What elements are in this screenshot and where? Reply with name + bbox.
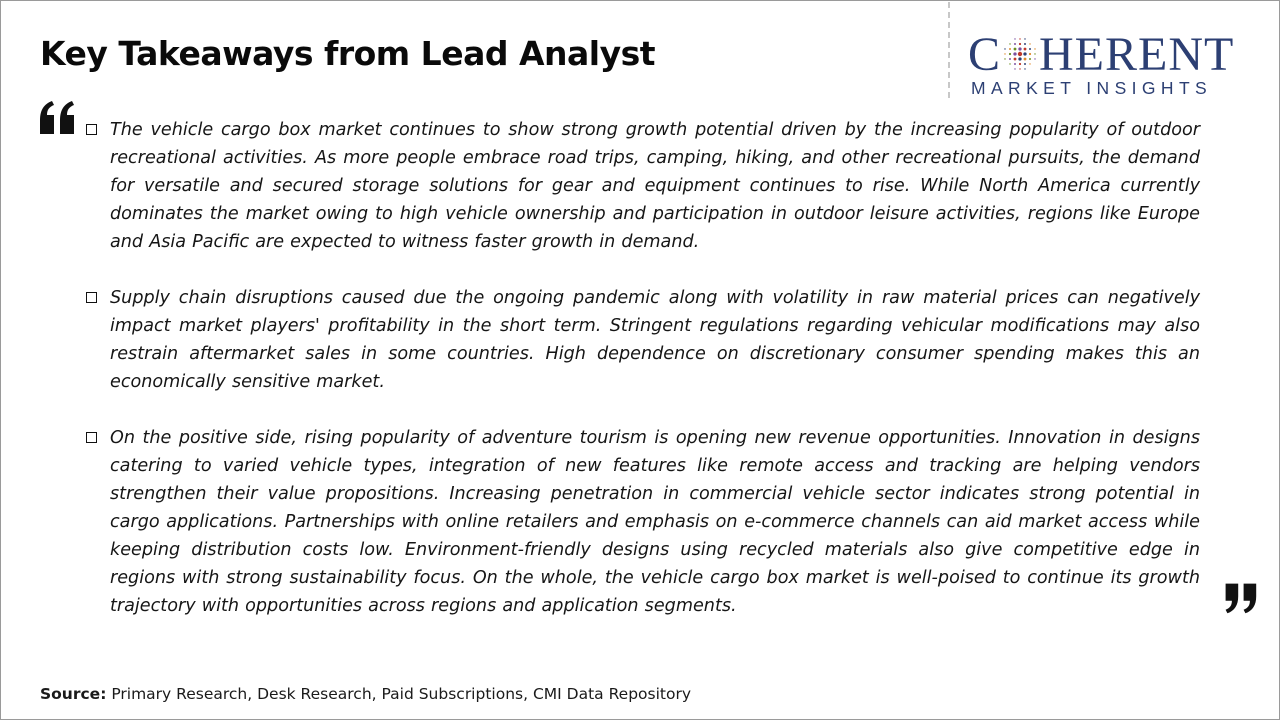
bullet-item <box>86 284 1200 396</box>
bullet-text: The vehicle cargo box market continues to show strong growth potential driven by the increasing popularity of outdoor recreational activities. As more people embrace road trips, camping, hiking, and other recreational pursuits, the demand for versatile and secured storage solutions for gear and equipment continues to rise. While North America currently dominates the market owing to high vehicle ownership and participation in outdoor leisure activities, regions like Europe and Asia Pacific are expected to witness faster growth in demand. <box>110 120 1200 252</box>
logo-dot <box>1009 43 1010 44</box>
source-footer <box>40 685 691 703</box>
logo-dot <box>1014 48 1017 51</box>
bullet-text: Supply chain disruptions caused due the ongoing pandemic along with volatility in raw material prices can negatively impact market players' profitability in the short term. Stringent regulations regarding vehicular modifications may also restrain aftermarket sales in some countries. High dependence on discretionary consumer spending makes this an economically sensitive market. <box>110 288 1200 392</box>
logo-dot <box>1029 58 1031 60</box>
source-label: Source: <box>40 685 107 703</box>
logo-dot <box>1034 58 1035 59</box>
page-title: Key Takeaways from Lead Analyst <box>40 34 655 73</box>
coherent-logo <box>968 30 1264 100</box>
logo-dot <box>1014 68 1015 69</box>
bullet-item <box>86 116 1200 256</box>
logo-dot <box>1004 53 1005 54</box>
logo-dot <box>1013 52 1016 55</box>
logo-dot <box>1009 63 1010 64</box>
quote-close-icon <box>1222 580 1258 616</box>
logo-dot <box>1014 58 1017 61</box>
logo-dot <box>1029 48 1031 50</box>
logo-dot <box>1023 52 1026 55</box>
logo-dot <box>1019 63 1021 65</box>
logo-dot <box>1018 47 1021 50</box>
logo-dot <box>1019 38 1020 39</box>
source-text: Primary Research, Desk Research, Paid Subscriptions, CMI Data Repository <box>106 685 692 703</box>
logo-dot <box>1029 63 1030 64</box>
logo-dot <box>1034 53 1035 54</box>
logo-wordmark <box>968 30 1234 80</box>
logo-dot <box>1014 43 1016 45</box>
checkbox-icon <box>86 292 97 303</box>
logo-divider <box>948 2 950 98</box>
logo-dot <box>1024 58 1027 61</box>
bullet-text: On the positive side, rising popularity of adventure tourism is opening new revenue opportunities. Innovation in designs catering to varied vehicle types, integration of new features like remote access and tracking are helping vendors strengthen their value propositions. Increasing penetration in commercial vehicle sector indicates strong potential in cargo applications. Partnerships with online retailers and emphasis on e-commerce channels can aid market access while keeping distribution costs low. Environment-friendly designs using recycled materials also give competitive edge in regions with strong sustainability focus. On the whole, the vehicle cargo box market is well-poised to continue its growth trajectory with opportunities across regions and application segments. <box>110 428 1200 616</box>
logo-dot <box>1034 48 1035 49</box>
bullet-item <box>86 424 1200 620</box>
logo-dot <box>1029 53 1031 55</box>
logo-dot <box>1014 38 1015 39</box>
logo-dot <box>1009 58 1011 60</box>
logo-dot <box>1024 43 1026 45</box>
logo-dot <box>1009 48 1011 50</box>
logo-dot <box>1018 52 1022 56</box>
logo-dot <box>1009 53 1011 55</box>
logo-dot <box>1024 68 1025 69</box>
quote-open-icon <box>38 98 78 138</box>
logo-dot <box>1024 48 1027 51</box>
bullet-list <box>86 116 1200 648</box>
logo-dot <box>1019 68 1020 69</box>
logo-word-after: HERENT <box>1039 28 1235 81</box>
checkbox-icon <box>86 124 97 135</box>
logo-dot <box>1024 38 1025 39</box>
logo-dot <box>1019 43 1021 45</box>
logo-dots-icon <box>1002 36 1038 72</box>
checkbox-icon <box>86 432 97 443</box>
logo-dot <box>1024 63 1026 65</box>
logo-word-before: C <box>968 28 1002 81</box>
logo-dot <box>1004 58 1005 59</box>
logo-dot <box>1004 48 1005 49</box>
logo-dot <box>1018 57 1021 60</box>
logo-dot <box>1029 43 1030 44</box>
logo-dot <box>1014 63 1016 65</box>
logo-subtitle: MARKET INSIGHTS <box>971 78 1213 98</box>
